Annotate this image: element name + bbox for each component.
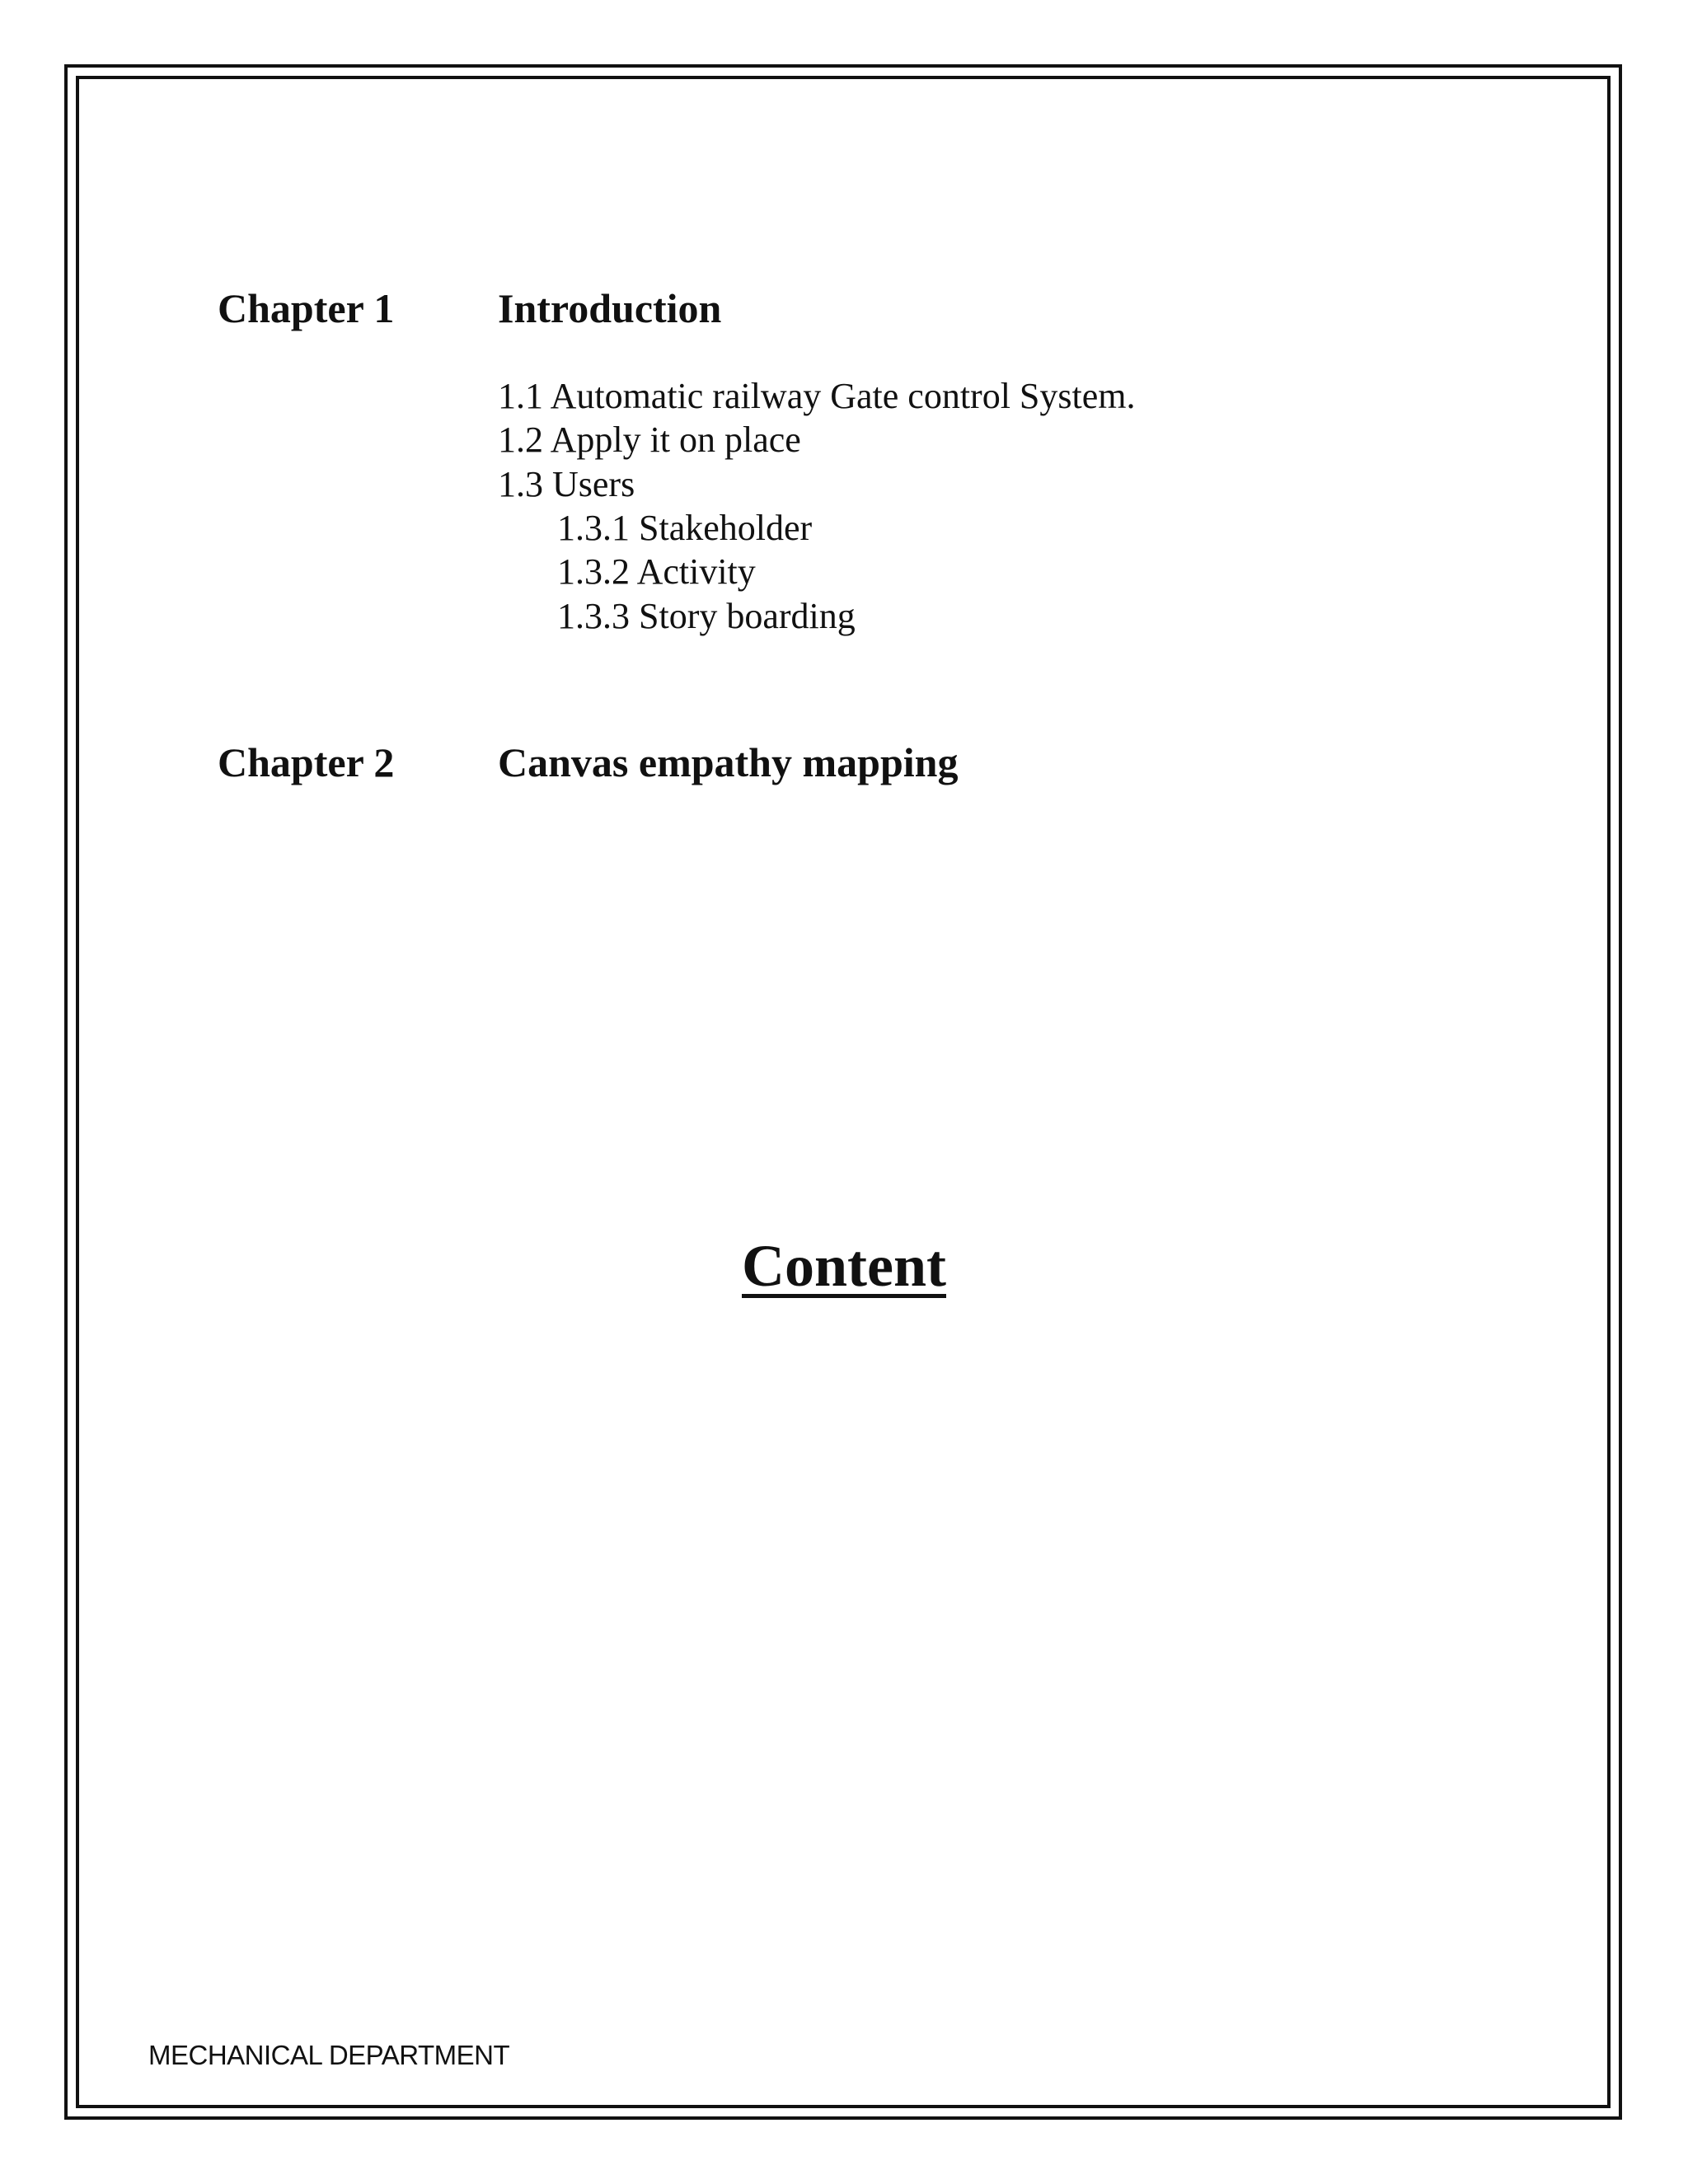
toc-subitem-1-3-3: 1.3.3 Story boarding (557, 596, 856, 636)
toc-subitem-1-3-1: 1.3.1 Stakeholder (557, 508, 813, 548)
chapter-1-number: Chapter 1 (218, 285, 395, 331)
toc-item-1-3: 1.3 Users (498, 464, 635, 504)
chapter-1-title: Introduction (498, 285, 722, 331)
footer-department: MECHANICAL DEPARTMENT (148, 2040, 510, 2070)
content-heading: Content (742, 1233, 946, 1299)
toc-subitem-1-3-2: 1.3.2 Activity (557, 551, 756, 592)
toc-item-1-2: 1.2 Apply it on place (498, 419, 801, 460)
toc-item-1-1: 1.1 Automatic railway Gate control System. (498, 376, 1136, 416)
chapter-2-title: Canvas empathy mapping (498, 739, 959, 785)
chapter-2-number: Chapter 2 (218, 739, 395, 785)
